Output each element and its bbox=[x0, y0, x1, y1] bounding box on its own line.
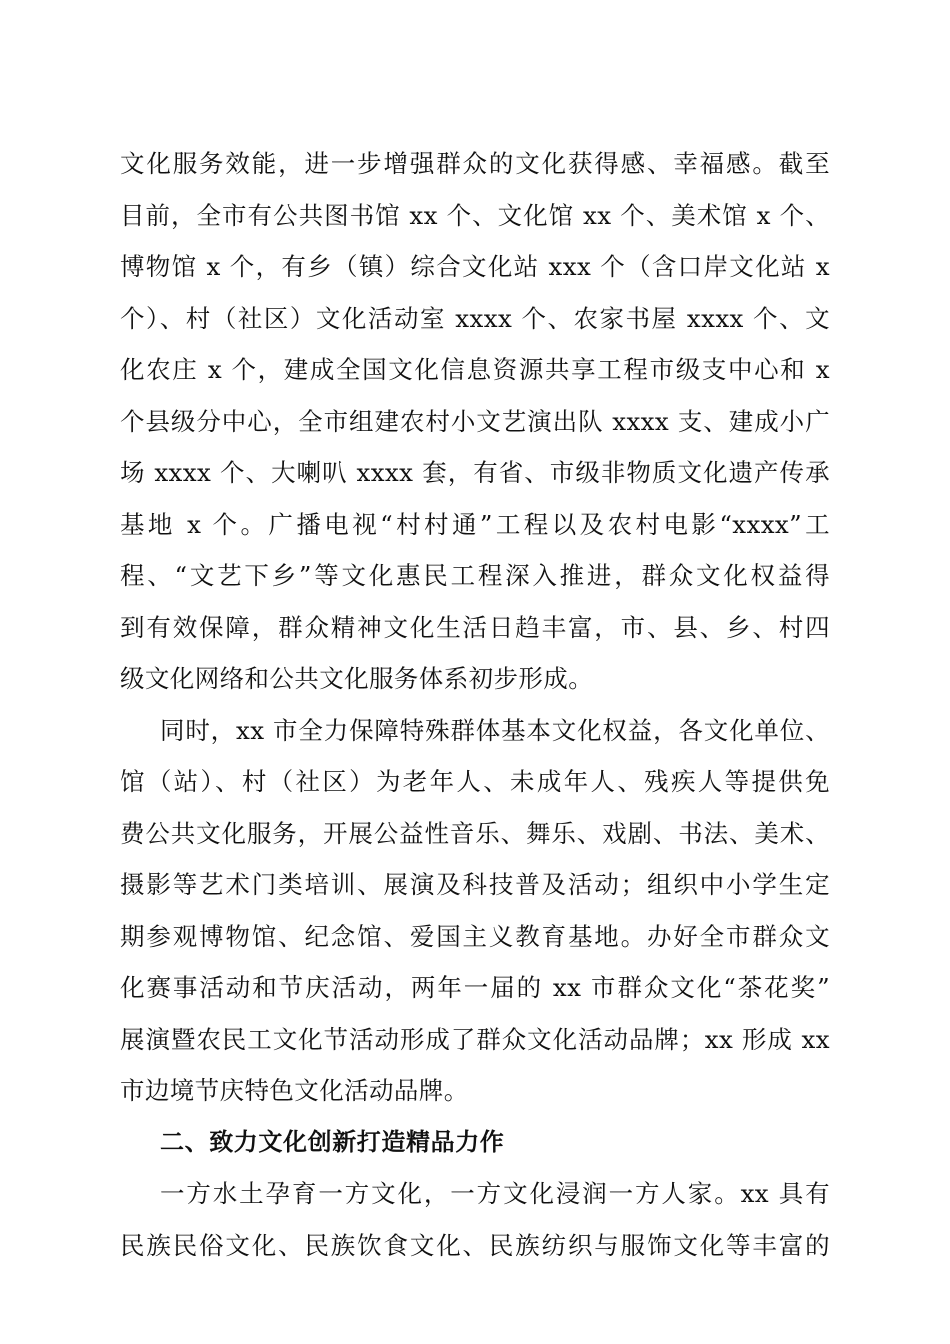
section-heading: 二、致力文化创新打造精品力作 bbox=[160, 1127, 505, 1156]
text-line: 场 xxxx 个、大喇叭 xxxx 套，有省、市级非物质文化遗产传承 bbox=[120, 458, 830, 487]
paragraph-2 bbox=[120, 705, 830, 1117]
text-line: 同时，xx 市全力保障特殊群体基本文化权益，各文化单位、 bbox=[160, 715, 830, 745]
text-line: 个）、村（社区）文化活动室 xxxx 个、农家书屋 xxxx 个、文 bbox=[120, 303, 830, 333]
paragraph-1 bbox=[120, 138, 830, 705]
text-line: 目前，全市有公共图书馆 xx 个、文化馆 xx 个、美术馆 x 个、 bbox=[120, 200, 830, 230]
document-body bbox=[120, 138, 830, 1271]
text-line: 期参观博物馆、纪念馆、爱国主义教育基地。办好全市群众文 bbox=[120, 921, 830, 951]
text-line: 到有效保障，群众精神文化生活日趋丰富，市、县、乡、村四 bbox=[120, 612, 830, 642]
text-line: 程、“文艺下乡”等文化惠民工程深入推进，群众文化权益得 bbox=[120, 561, 830, 590]
text-line: 个县级分中心，全市组建农村小文艺演出队 xxxx 支、建成小广 bbox=[120, 406, 830, 436]
text-line: 级文化网络和公共文化服务体系初步形成。 bbox=[120, 664, 594, 693]
text-line: 展演暨农民工文化节活动形成了群众文化活动品牌；xx 形成 xx bbox=[120, 1024, 830, 1054]
paragraph-3 bbox=[120, 1168, 830, 1271]
text-line: 摄影等艺术门类培训、展演及科技普及活动；组织中小学生定 bbox=[120, 870, 830, 899]
text-line: 化赛事活动和节庆活动，两年一届的 xx 市群众文化“茶花奖” bbox=[120, 973, 830, 1002]
text-line: 化农庄 x 个，建成全国文化信息资源共享工程市级支中心和 x bbox=[120, 355, 830, 384]
text-line: 博物馆 x 个，有乡（镇）综合文化站 xxx 个（含口岸文化站 x bbox=[120, 252, 830, 281]
text-line: 费公共文化服务，开展公益性音乐、舞乐、戏剧、书法、美术、 bbox=[120, 818, 830, 848]
text-line: 民族民俗文化、民族饮食文化、民族纺织与服饰文化等丰富的 bbox=[120, 1230, 830, 1260]
text-line: 一方水土孕育一方文化，一方文化浸润一方人家。xx 具有 bbox=[160, 1179, 830, 1208]
text-line: 文化服务效能，进一步增强群众的文化获得感、幸福感。截至 bbox=[120, 149, 830, 178]
text-line: 基地 x 个。广播电视“村村通”工程以及农村电影“xxxx”工 bbox=[120, 509, 830, 539]
text-line: 馆（站）、村（社区）为老年人、未成年人、残疾人等提供免 bbox=[120, 767, 830, 796]
text-line: 市边境节庆特色文化活动品牌。 bbox=[120, 1076, 469, 1105]
